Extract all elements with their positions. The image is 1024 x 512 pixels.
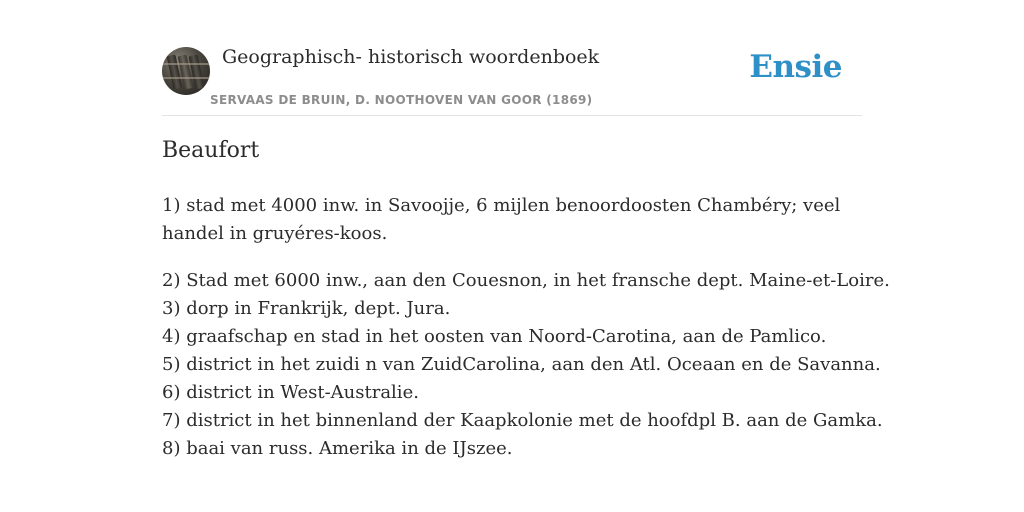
entry-title: Beaufort <box>162 138 260 163</box>
ensie-logo-link[interactable]: Ensie <box>749 49 842 85</box>
entry-definition-line: 5) district in het zuidi n van ZuidCarolina, aan den Atl. Oceaan en de Savanna. <box>162 354 881 375</box>
entry-definition-list <box>162 267 890 463</box>
entry-definition-line: 4) graafschap en stad in het oosten van Noord-Carotina, aan de Pamlico. <box>162 326 827 347</box>
entry-definition-line: 2) Stad met 6000 inw., aan den Couesnon, in het fransche dept. Maine-et-Loire. <box>162 270 890 291</box>
entry-definition-line: 8) baai van russ. Amerika in de IJszee. <box>162 438 513 459</box>
entry-definition-line: 3) dorp in Frankrijk, dept. Jura. <box>162 298 451 319</box>
spine-band <box>162 63 210 65</box>
book-header <box>162 36 862 116</box>
book-cover-thumbnail[interactable] <box>162 47 210 95</box>
entry-paragraph: 1) stad met 4000 inw. in Savoojje, 6 mijlen benoordoosten Chambéry; veel handel in gruyéres-koos. <box>162 195 841 244</box>
book-authors: SERVAAS DE BRUIN, D. NOOTHOVEN VAN GOOR (1869) <box>210 93 593 107</box>
spine-band <box>162 77 210 79</box>
book-title[interactable]: Geographisch- historisch woordenboek <box>222 46 600 68</box>
entry-definition-line: 7) district in het binnenland der Kaapkolonie met de hoofdpl B. aan de Gamka. <box>162 410 883 431</box>
entry-definition-line: 6) district in West-Australie. <box>162 382 419 403</box>
entry-body <box>162 192 890 463</box>
